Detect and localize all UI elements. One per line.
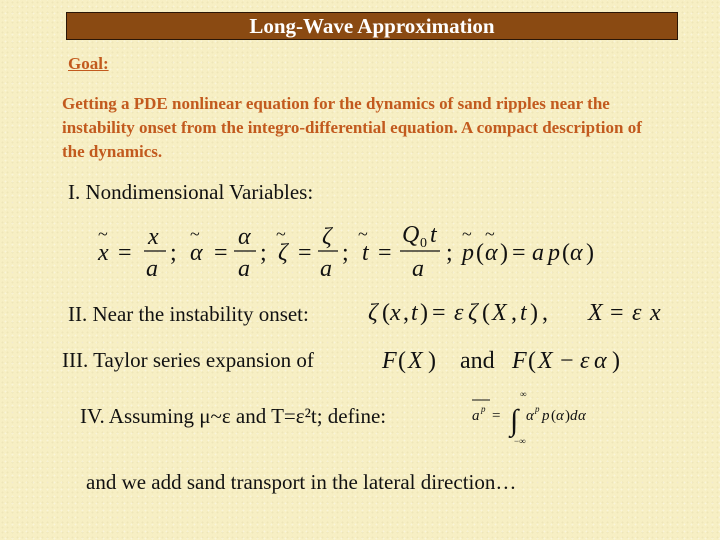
svg-text:F: F	[382, 348, 397, 374]
svg-text:,: ,	[542, 300, 548, 326]
svg-text:a: a	[320, 256, 332, 282]
svg-text:0: 0	[420, 236, 427, 251]
svg-text:∫: ∫	[510, 404, 519, 437]
svg-text:=: =	[492, 408, 501, 424]
goal-text: Getting a PDE nonlinear equation for the dynamics of sand ripples near the instability onset from the integro-differential equation. A compact description of the dynamics.	[62, 94, 642, 161]
svg-text:t: t	[411, 300, 418, 326]
svg-text:ζ: ζ	[322, 224, 332, 250]
svg-text:x: x	[98, 240, 109, 266]
svg-text:t: t	[430, 222, 437, 248]
step-taylor-expansion: III. Taylor series expansion of	[62, 348, 314, 372]
svg-text:X: X	[538, 348, 553, 374]
svg-text:~: ~	[276, 224, 286, 244]
svg-text:ε: ε	[454, 300, 464, 326]
svg-text:(: (	[482, 300, 490, 326]
svg-text:α: α	[190, 240, 203, 266]
nondimensional-variables-equation	[90, 218, 600, 286]
svg-text:(: (	[551, 408, 556, 424]
svg-text:X: X	[588, 300, 603, 326]
svg-text:(: (	[398, 348, 406, 374]
svg-text:a: a	[238, 256, 250, 282]
svg-text:): )	[586, 240, 594, 266]
instability-onset-equation	[366, 290, 676, 334]
svg-text:a: a	[146, 256, 158, 282]
svg-text:ζ: ζ	[468, 300, 478, 326]
svg-text:Q: Q	[402, 222, 420, 248]
svg-text:~: ~	[358, 224, 368, 244]
svg-text:X: X	[492, 300, 507, 326]
svg-text:x: x	[390, 300, 401, 326]
svg-text:a: a	[472, 408, 480, 424]
svg-text:a: a	[412, 256, 424, 282]
svg-text:;: ;	[260, 240, 267, 266]
svg-text:p: p	[535, 404, 540, 414]
svg-text:): )	[565, 408, 570, 424]
svg-text:=: =	[378, 240, 392, 266]
slide-title: Long-Wave Approximation	[66, 12, 678, 40]
taylor-functions-equation	[380, 340, 640, 380]
svg-text:α: α	[485, 240, 498, 266]
svg-text:(: (	[528, 348, 536, 374]
svg-text:x: x	[148, 224, 159, 250]
step-assumption: IV. Assuming μ~ε and T=ε²t; define:	[80, 404, 387, 428]
svg-text:~: ~	[485, 224, 495, 244]
step-lateral-transport: and we add sand transport in the lateral direction…	[86, 470, 517, 494]
svg-text:ζ: ζ	[368, 300, 378, 326]
svg-text:~: ~	[462, 224, 472, 244]
svg-text:,: ,	[403, 300, 409, 326]
svg-text:~: ~	[190, 224, 200, 244]
svg-text:): )	[420, 300, 428, 326]
svg-text:(: (	[382, 300, 390, 326]
svg-text:(: (	[562, 240, 570, 266]
svg-text:p: p	[462, 240, 474, 266]
svg-text:α: α	[594, 348, 607, 374]
svg-text:;: ;	[170, 240, 177, 266]
svg-text:,: ,	[511, 300, 517, 326]
svg-text:): )	[612, 348, 620, 374]
svg-text:=: =	[432, 300, 446, 326]
svg-text:=: =	[298, 240, 312, 266]
svg-text:=: =	[214, 240, 228, 266]
moment-definition-equation	[466, 386, 586, 448]
step-instability-onset: II. Near the instability onset:	[68, 302, 309, 326]
svg-text:x: x	[650, 300, 661, 326]
svg-text:α: α	[578, 408, 586, 424]
svg-text:;: ;	[342, 240, 349, 266]
svg-text:d: d	[570, 408, 578, 424]
svg-text:(: (	[476, 240, 484, 266]
svg-text:=: =	[512, 240, 526, 266]
svg-text:ζ: ζ	[278, 240, 288, 266]
svg-text:−∞: −∞	[514, 436, 526, 446]
svg-text:p: p	[542, 408, 550, 424]
svg-text:p: p	[548, 240, 560, 266]
step-nondimensional: I. Nondimensional Variables:	[68, 180, 314, 204]
svg-text:): )	[530, 300, 538, 326]
svg-text:∞: ∞	[520, 389, 527, 399]
svg-text:X: X	[408, 348, 423, 374]
svg-text:−: −	[560, 348, 574, 374]
svg-text:;: ;	[446, 240, 453, 266]
and-word: and	[460, 348, 495, 374]
svg-text:F: F	[512, 348, 527, 374]
svg-text:=: =	[118, 240, 132, 266]
goal-label: Goal:	[68, 54, 109, 73]
svg-text:α: α	[556, 408, 564, 424]
svg-text:=: =	[610, 300, 624, 326]
svg-text:~: ~	[98, 224, 108, 244]
svg-text:ε: ε	[632, 300, 642, 326]
svg-text:t: t	[520, 300, 527, 326]
svg-text:ε: ε	[580, 348, 590, 374]
svg-text:α: α	[238, 224, 251, 250]
svg-text:): )	[428, 348, 436, 374]
svg-text:p: p	[481, 404, 486, 414]
svg-text:a: a	[532, 240, 544, 266]
svg-text:t: t	[362, 240, 369, 266]
svg-text:): )	[500, 240, 508, 266]
svg-text:α: α	[526, 408, 534, 424]
svg-text:α: α	[570, 240, 583, 266]
